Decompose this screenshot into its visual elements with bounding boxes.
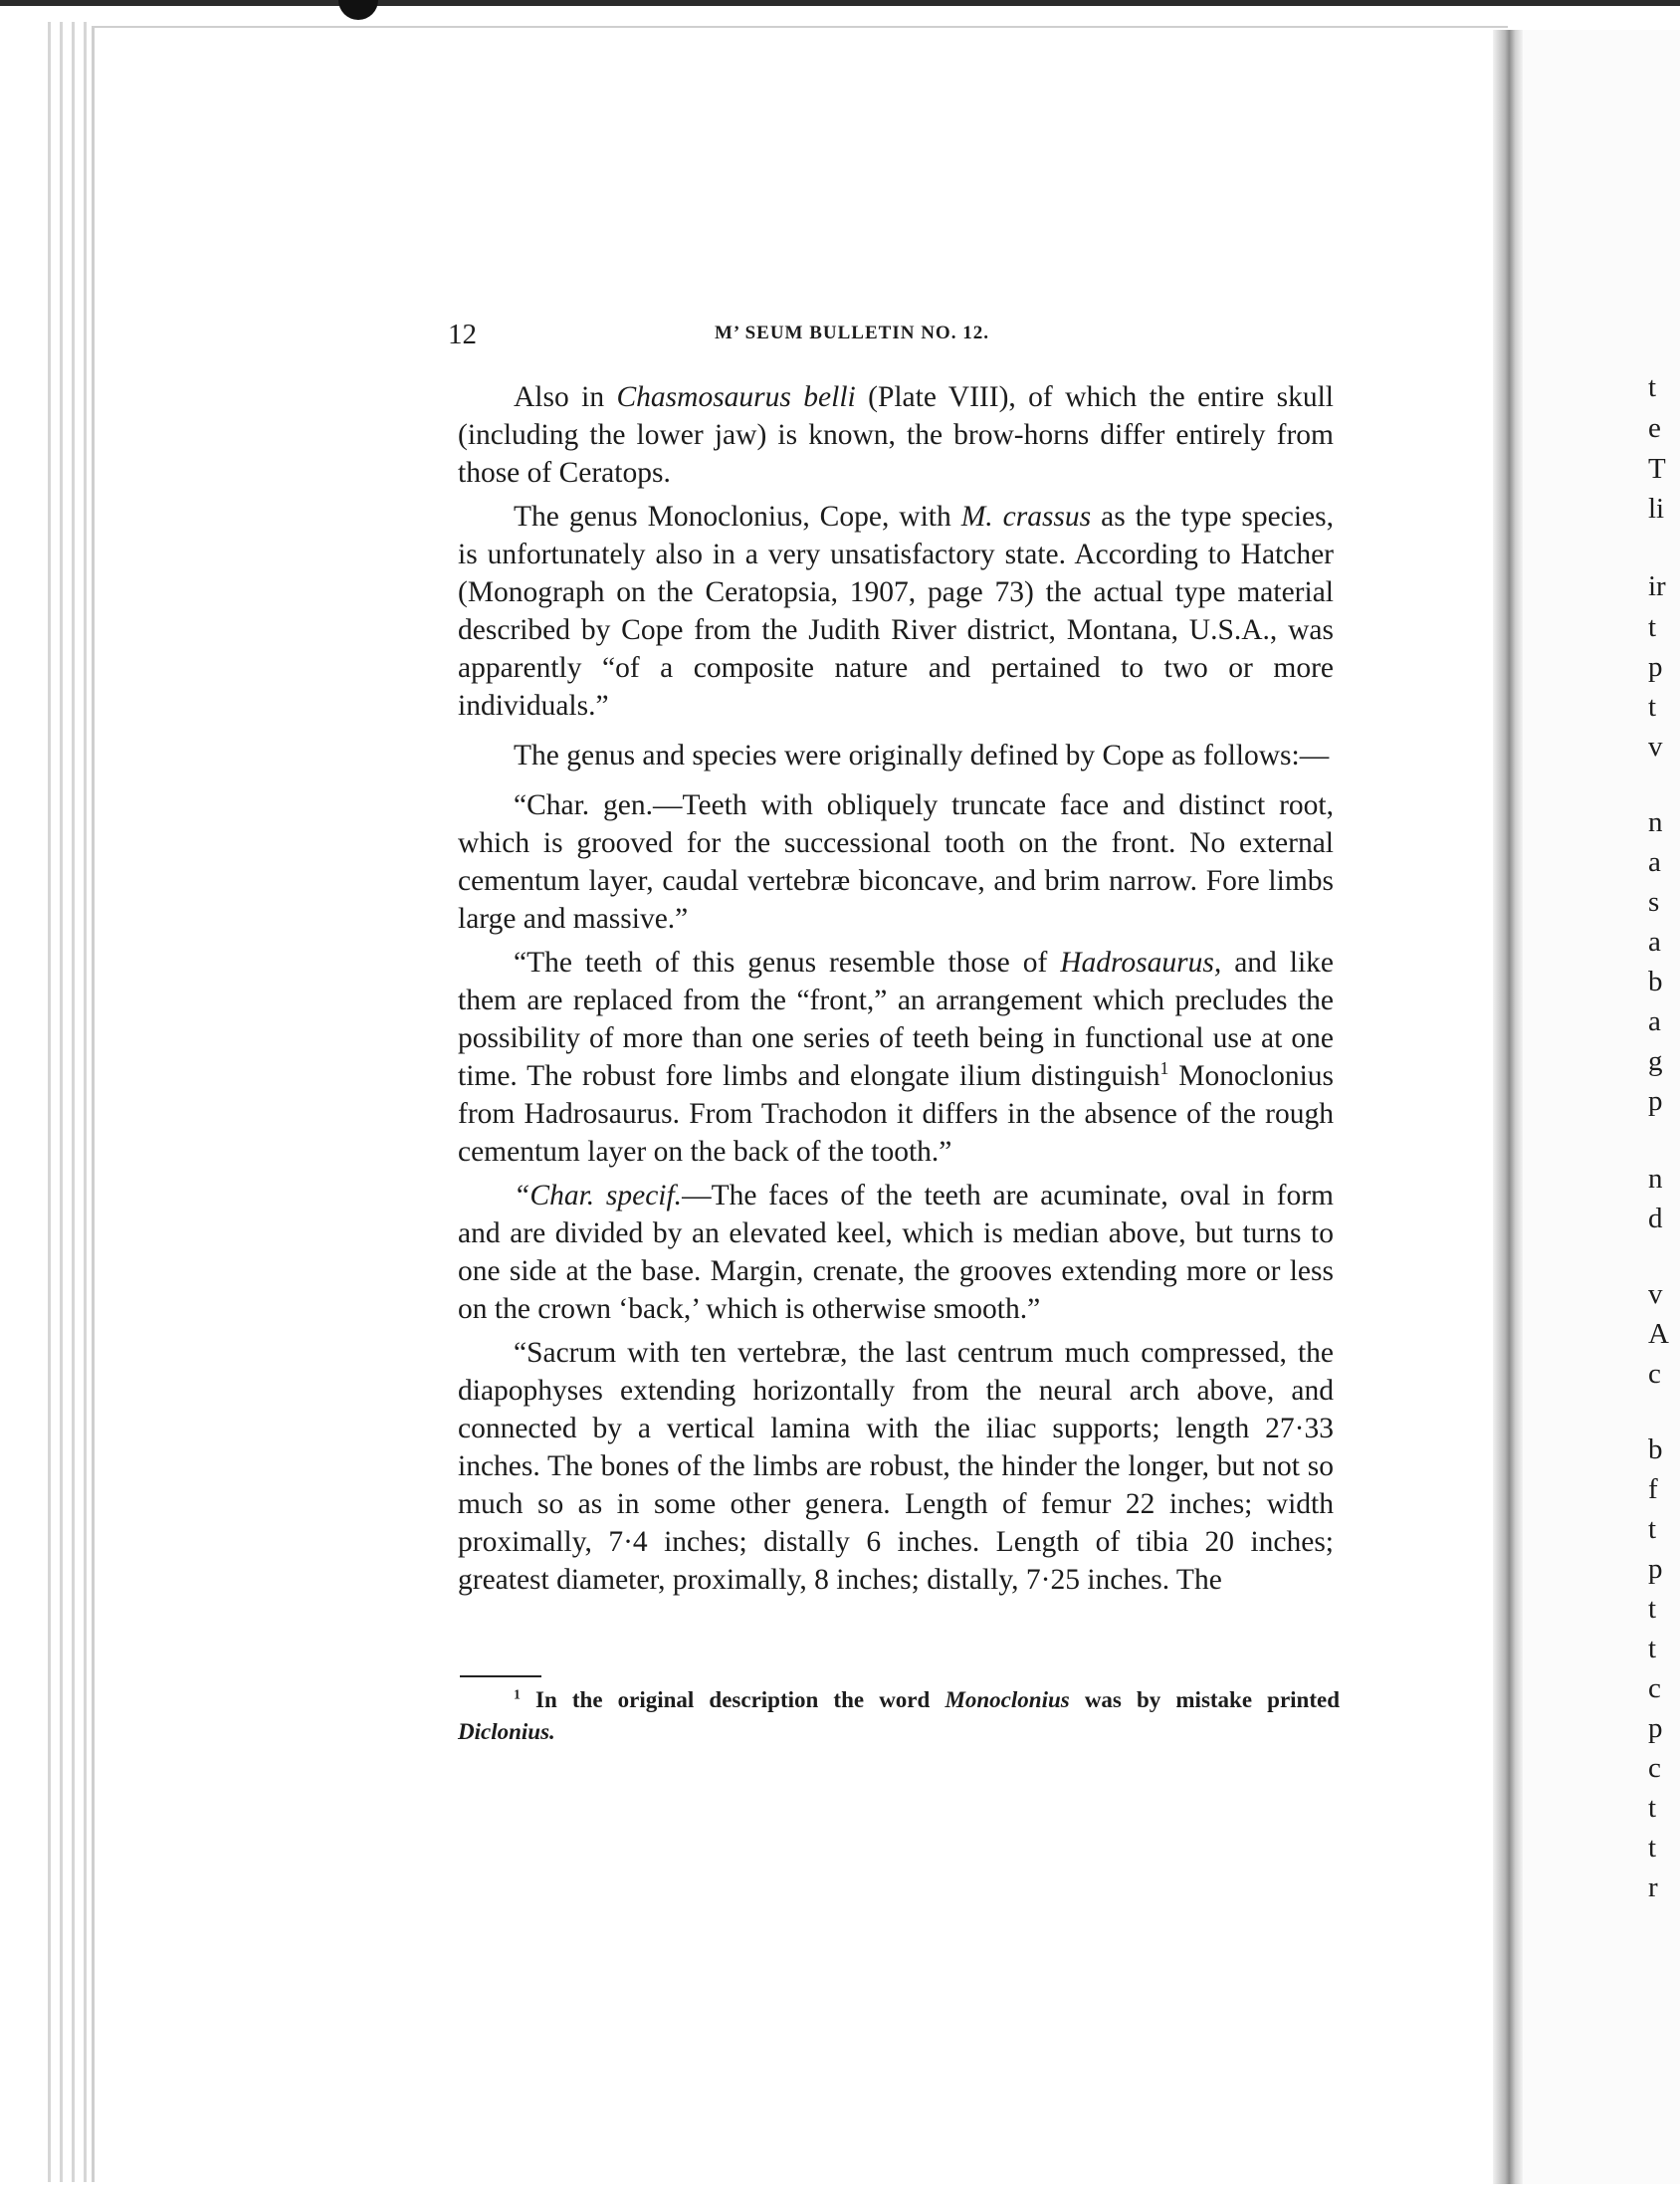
footnote-rule <box>460 1675 541 1677</box>
running-title: M’ SEUM BULLETIN NO. 12. <box>715 323 989 343</box>
facing-page-fragment: v <box>1648 1280 1663 1309</box>
facing-page-fragment: ir <box>1648 572 1666 601</box>
book-gutter-shadow <box>1493 30 1523 2184</box>
paragraph-7: “Sacrum with ten vertebræ, the last centrum much compressed, the diapophyses extending horizontally from the neural arch above, and connected by a vertical lamina with the iliac supports; length 27·33 inches. The bones of the limbs are robust, the hinder the longer, but not so much so as in some other genera. Length of femur 22 inches; width proximally, 7·4 inches; distally 6 inches. Length of tibia 20 inches; greatest diameter, proximally, 8 inches; distally, 7·25 inches. The <box>458 1337 1334 1596</box>
facing-page-fragment: a <box>1648 928 1661 957</box>
facing-page-fragment: v <box>1648 733 1663 762</box>
facing-page-fragment: e <box>1648 414 1661 443</box>
facing-page-fragment: s <box>1648 888 1660 917</box>
facing-page-fragment: c <box>1648 1674 1661 1703</box>
scan-clip-mark <box>338 0 378 20</box>
facing-page-fragment: p <box>1648 1555 1663 1584</box>
facing-page-fragment: b <box>1648 968 1663 996</box>
page-edge <box>84 22 87 2182</box>
facing-page-fragment: A <box>1648 1320 1669 1349</box>
facing-page-fragment: r <box>1648 1873 1658 1902</box>
facing-page-fragment: c <box>1648 1360 1661 1389</box>
facing-page-fragment: p <box>1648 653 1663 682</box>
scan-top-edge <box>0 0 1680 24</box>
paragraph-3: The genus and species were originally defined by Cope as follows:— <box>514 740 1330 771</box>
facing-page-fragment: t <box>1648 1635 1657 1663</box>
page-number: 12 <box>448 319 477 350</box>
page-edge <box>72 22 75 2182</box>
scan-top-bar <box>0 0 1680 6</box>
species-name: Chasmosaurus belli <box>616 381 856 413</box>
paragraph-2: The genus Monoclonius, Cope, with M. crassus as the type species, is unfortunately also in a very unsatisfactory state. According to Hatcher (Monograph on the Ceratopsia, 1907, page 73) the actual type material described by Cope from the Judith River district, Montana, U.S.A., was apparently “of a composite nature and pertained to two or more individuals.” <box>458 501 1334 722</box>
paragraph-6: “Char. specif.—The faces of the teeth are acuminate, oval in form and are divided by an elevated keel, which is median above, but turns to one side at the base. Margin, crenate, the grooves extending more or less on the crown ‘back,’ which is otherwise smooth.” <box>458 1180 1334 1325</box>
facing-page-fragment: a <box>1648 848 1661 877</box>
facing-page-fragment: t <box>1648 1515 1657 1544</box>
facing-page-fragment: T <box>1648 455 1666 484</box>
facing-page-fragment: t <box>1648 1834 1657 1863</box>
footnote-number: 1 <box>514 1686 521 1702</box>
body-text <box>458 378 1334 1605</box>
facing-page-strip <box>1523 30 1680 2184</box>
facing-page-fragment: p <box>1648 1714 1663 1743</box>
char-specif-heading: “Char. specif. <box>514 1180 683 1211</box>
page-edge <box>48 22 51 2182</box>
facing-page-fragment: a <box>1648 1007 1661 1036</box>
facing-page-fragment: t <box>1648 613 1657 642</box>
facing-page-fragment: g <box>1648 1047 1663 1076</box>
facing-page-fragment: f <box>1648 1475 1658 1504</box>
facing-page-fragment: t <box>1648 373 1657 402</box>
facing-page-fragment: p <box>1648 1087 1663 1116</box>
facing-page-fragment: n <box>1648 1165 1663 1194</box>
facing-page-fragment: c <box>1648 1754 1661 1783</box>
species-name: M. crassus <box>960 501 1092 533</box>
paragraph-1: Also in Chasmosaurus belli (Plate VIII), of which the entire skull (including the lower jaw) is known, the brow-horns differ entirely from those of Ceratops. <box>458 381 1334 489</box>
page-edge <box>60 22 63 2182</box>
facing-page-fragment: t <box>1648 693 1657 722</box>
facing-page-fragment: li <box>1648 495 1665 524</box>
footnote: $^1$ In the original description the word Monoclonius was by mistake printed Diclonius. <box>458 1686 1341 1744</box>
facing-page-fragment: t <box>1648 1794 1657 1823</box>
facing-page-fragment: b <box>1648 1435 1663 1464</box>
facing-page-fragment: t <box>1648 1595 1657 1624</box>
genus-name: Hadrosaurus, <box>1060 947 1222 979</box>
facing-page-fragment: n <box>1648 808 1663 837</box>
paragraph-4: “Char. gen.—Teeth with obliquely truncate face and distinct root, which is grooved for the successional tooth on the front. No external cementum layer, caudal vertebræ biconcave, and brim narrow. Fore limbs large and massive.” <box>458 789 1334 935</box>
footnote-marker: 1 <box>1159 1058 1169 1079</box>
paragraph-5: “The teeth of this genus resemble those of Hadrosaurus, and like them are replaced from the “front,” an arrangement which precludes the possibility of more than one series of teeth being in functional use at one time. The robust fore limbs and elongate ilium distinguish$^1$ Monoclonius from Hadrosaurus. From Trachodon it differs in the absence of the rough cementum layer on the back of the tooth.” <box>458 947 1334 1168</box>
facing-page-fragment: d <box>1648 1205 1663 1233</box>
